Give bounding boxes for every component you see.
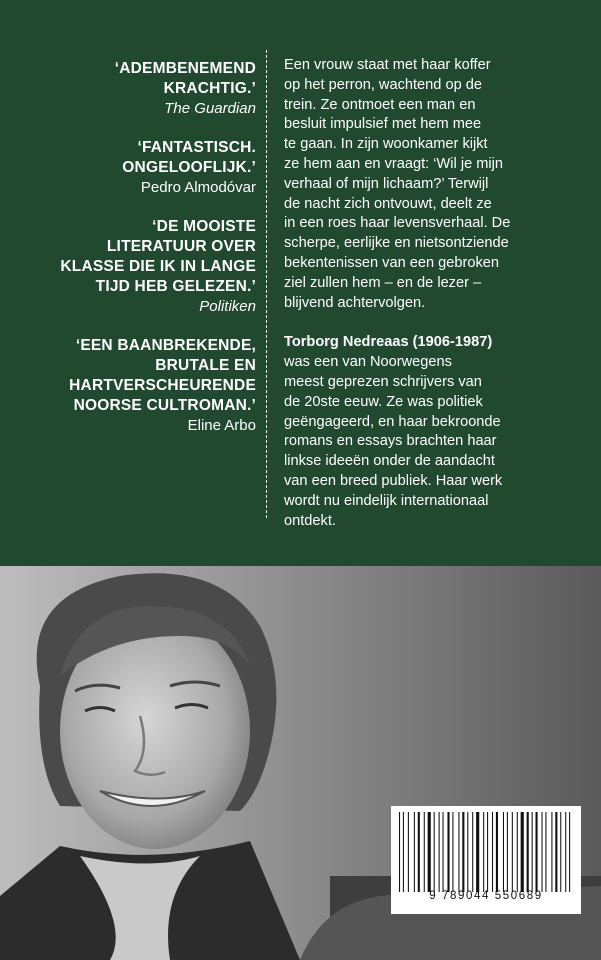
barcode-bar	[569, 812, 570, 892]
barcode-bar	[532, 812, 533, 892]
barcode-bar	[403, 812, 404, 892]
barcode-bar	[496, 812, 498, 892]
blurb-text: Een vrouw staat met haar koffer op het perron, wachtend op de trein. Ze ontmoet een man en besluit impulsief met hem mee te gaan. In zijn woonkamer kijkt ze hem aan en vraagt: ‘Wil je mijn verhaal of mijn lichaam?’ Terwijl de nacht zich ontvouwt, deelt ze in een roes haar levensverhaal. De scherpe, eerlijke en nietsontziende bekentenissen van een gebroken ziel zullen hem – en de lezer – blijvend achtervolgen.	[284, 57, 511, 311]
barcode-bar	[447, 812, 449, 892]
barcode-bar	[408, 812, 409, 892]
barcode-bar	[467, 812, 468, 892]
barcode-bar	[545, 812, 546, 892]
barcode-bar	[418, 812, 420, 892]
barcode-bar	[492, 812, 493, 892]
quote-source: Politiken	[199, 298, 256, 315]
barcode-bar	[458, 812, 459, 892]
barcode-bar	[439, 812, 440, 892]
barcode-bar	[443, 812, 444, 892]
quote-text: ‘DE MOOISTE LITERATUUR OVER KLASSE DIE IK IN LANGE TIJD HEB GELEZEN.’	[60, 218, 256, 295]
barcode-bar	[560, 812, 561, 892]
author-name: Torborg Nedreaas (1906-1987)	[284, 334, 493, 351]
barcode-bar	[542, 812, 543, 892]
barcode-bar	[487, 812, 488, 892]
quote-politiken	[40, 217, 256, 317]
quote-guardian	[40, 59, 256, 119]
quote-source: Eline Arbo	[187, 417, 256, 434]
barcode-bar	[476, 812, 479, 892]
review-quotes	[40, 59, 256, 455]
dashed-divider	[266, 50, 267, 518]
barcode-bar	[462, 812, 464, 892]
barcode-bar	[452, 812, 453, 892]
barcode-bar	[527, 812, 529, 892]
book-blurb	[284, 56, 584, 531]
barcode-bar	[472, 812, 473, 892]
barcode-bar	[428, 812, 431, 892]
barcode-bar	[555, 812, 557, 892]
barcode-bar	[414, 812, 415, 892]
barcode-bar	[434, 812, 435, 892]
quote-source: The Guardian	[164, 100, 256, 117]
author-bio-text: was een van Noorwegens meest geprezen schrijvers van de 20ste eeuw. Ze was politiek geëngageerd, en haar bekroonde romans en essays brachten haar linkse ideeën onder de aandacht van een breed publiek. Haar werk wordt nu eindelijk internationaal ontdekt.	[284, 354, 503, 529]
quote-source: Pedro Almodóvar	[140, 179, 256, 196]
quote-arbo	[40, 336, 256, 436]
barcode-bar	[483, 812, 484, 892]
barcode-bar	[536, 812, 538, 892]
barcode-bar	[424, 812, 425, 892]
quote-text: ‘FANTASTISCH. ONGELOOFLIJK.’	[122, 139, 256, 176]
barcode-bar	[551, 812, 552, 892]
barcode-bar	[512, 812, 513, 892]
quote-text: ‘ADEMBENEMEND KRACHTIG.’	[114, 60, 256, 97]
barcode-bar	[503, 812, 504, 892]
barcode-bar	[399, 812, 400, 892]
barcode-bar	[507, 812, 508, 892]
barcode-bar	[517, 812, 518, 892]
isbn-number: 9 789044 550689	[429, 890, 543, 902]
author-bio	[284, 333, 584, 531]
barcode-bar	[521, 812, 524, 892]
barcode-bar	[565, 812, 566, 892]
quote-text: ‘EEN BAANBREKENDE, BRUTALE EN HARTVERSCHEURENDE NOORSE CULTROMAN.’	[69, 337, 256, 414]
quote-almodovar	[40, 138, 256, 198]
